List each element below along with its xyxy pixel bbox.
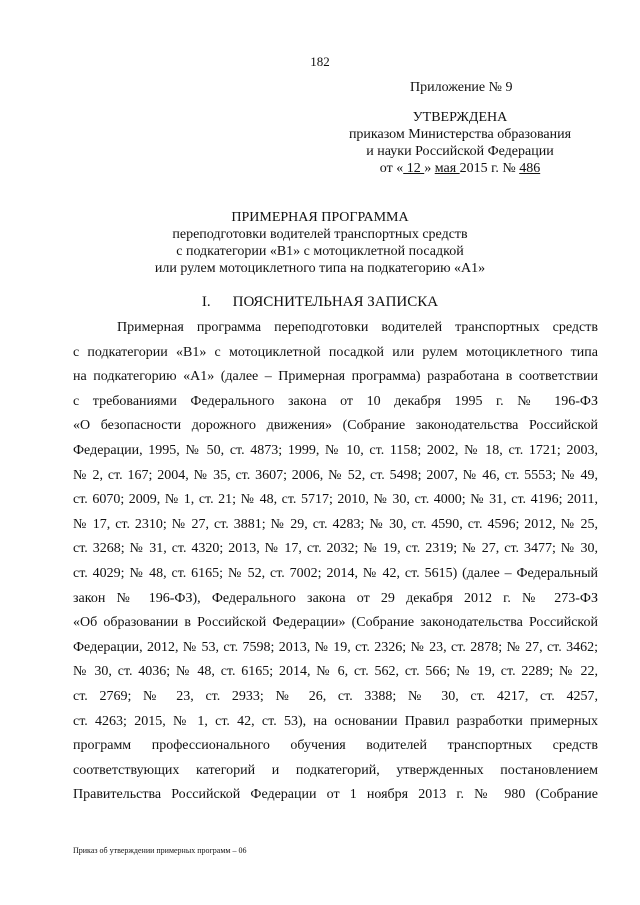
body-line: Примерная программа переподготовки водителей транспортных средств: [117, 320, 598, 335]
body-line: № 17, ст. 2310; № 27, ст. 3881; № 29, ст. 4283; № 30, ст. 4590, ст. 4596; 2012, № 25,: [73, 516, 598, 532]
date-mid: »: [424, 161, 435, 176]
section-title: ПОЯСНИТЕЛЬНАЯ ЗАПИСКА: [232, 294, 439, 310]
body-line: № 2, ст. 167; 2004, № 35, ст. 3607; 2006, № 52, ст. 5498; 2007, № 46, ст. 5553; № 49,: [73, 467, 598, 483]
order-number: 486: [519, 161, 541, 176]
date-year: 2015 г. №: [459, 161, 520, 176]
body-line: ст. 4263; 2015, № 1, ст. 42, ст. 53), на основании Правил разработки примерных: [73, 713, 598, 729]
date-day: 12: [403, 161, 425, 176]
approval-block: [340, 109, 580, 177]
section-heading: [0, 294, 640, 311]
approval-heading: УТВЕРЖДЕНА: [412, 110, 508, 125]
section-number: I.: [201, 294, 211, 310]
body-line: закон № 196-ФЗ), Федерального закона от 29 декабря 2012 г. № 273-ФЗ: [73, 590, 598, 606]
footer-note: Приказ об утверждении примерных программ – 06: [73, 846, 247, 855]
document-title: [120, 209, 520, 277]
body-line: с требованиями Федерального закона от 10 декабря 1995 г. № 196-ФЗ: [73, 393, 598, 409]
body-line: «Об образовании в Российской Федерации» (Собрание законодательства Российской: [73, 615, 598, 631]
body-line: ст. 2769; № 23, ст. 2933; № 26, ст. 3388; № 30, ст. 4217, ст. 4257,: [73, 688, 598, 704]
appendix-label: Приложение № 9: [410, 80, 513, 95]
body-line: на подкатегорию «А1» (далее – Примерная программа) разработана в соответствии: [73, 369, 598, 385]
approval-line-1: приказом Министерства образования: [348, 127, 572, 142]
body-line: «О безопасности дорожного движения» (Собрание законодательства Российской: [73, 418, 598, 434]
body-line: Правительства Российской Федерации от 1 ноября 2013 г. № 980 (Собрание: [73, 787, 598, 803]
body-line: Федерации, 1995, № 50, ст. 4873; 1999, № 10, ст. 1158; 2002, № 18, ст. 1721; 2003,: [73, 442, 598, 458]
body-line: № 30, ст. 4036; № 48, ст. 6165; 2014, № 6, ст. 562, ст. 566; № 19, ст. 2289; № 22,: [73, 664, 598, 680]
date-month: мая: [434, 161, 460, 176]
page-number: 182: [310, 54, 330, 69]
approval-date: [340, 160, 580, 177]
body-line: Федерации, 2012, № 53, ст. 7598; 2013, № 19, ст. 2326; № 23, ст. 2878; № 27, ст. 3462;: [73, 639, 598, 655]
body-line: ст. 6070; 2009, № 1, ст. 21; № 48, ст. 5717; 2010, № 30, ст. 4000; № 31, ст. 4196; 2011,: [73, 492, 598, 508]
body-line: ст. 3268; № 31, ст. 4320; 2013, № 17, ст. 2032; № 19, ст. 2319; № 27, ст. 3477; № 30,: [73, 541, 598, 557]
body-line: программ профессионального обучения водителей транспортных средств: [73, 738, 598, 754]
body-line: ст. 4029; № 48, ст. 6165; № 52, ст. 7002; 2014, № 42, ст. 5615) (далее – Федеральный: [73, 565, 598, 581]
body-line: с подкатегории «В1» с мотоциклетной посадкой или рулем мотоциклетного типа: [73, 344, 598, 360]
title-line-3: с подкатегории «В1» с мотоциклетной посадкой: [176, 244, 464, 259]
body-line: соответствующих категорий и подкатегорий, утвержденных постановлением: [73, 762, 598, 778]
title-line-4: или рулем мотоциклетного типа на подкатегорию «А1»: [154, 261, 486, 276]
title-line-2: переподготовки водителей транспортных средств: [172, 227, 468, 242]
date-prefix: от «: [379, 161, 404, 176]
title-main: ПРИМЕРНАЯ ПРОГРАММА: [231, 210, 409, 225]
approval-line-2: и науки Российской Федерации: [366, 144, 554, 159]
body-text: [73, 316, 598, 808]
